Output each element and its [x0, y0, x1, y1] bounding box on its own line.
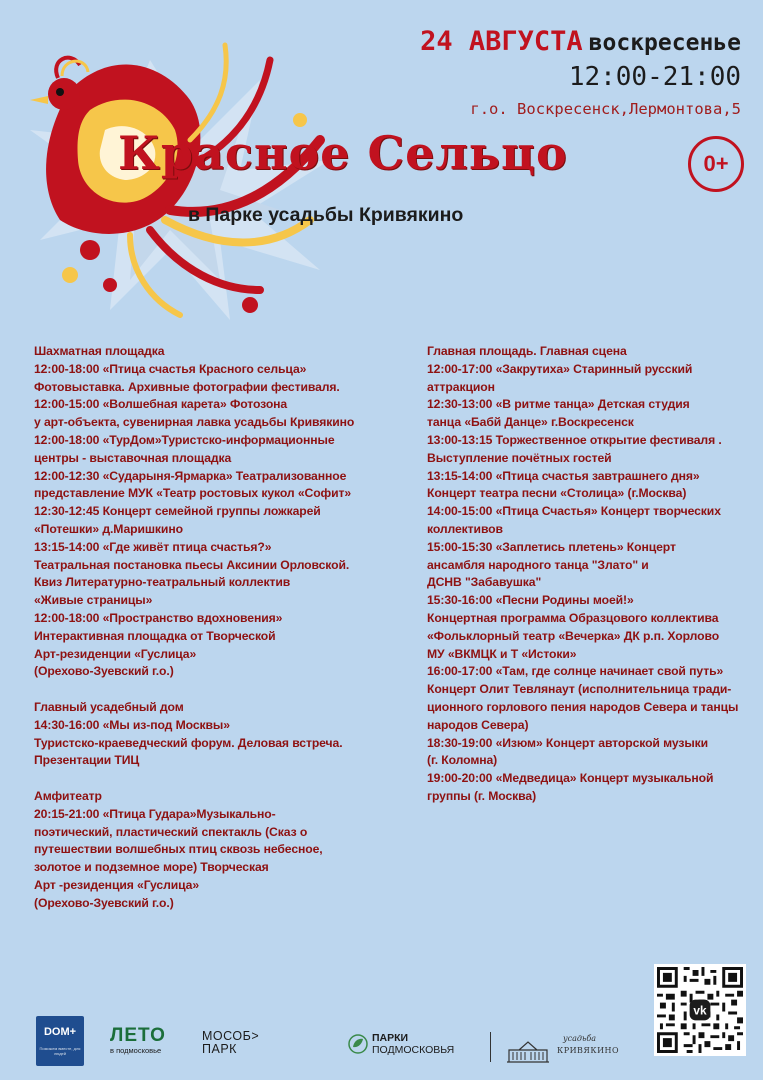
event-time: 12:00-21:00	[568, 62, 741, 92]
leto-logo-tagline: в подмосковье	[110, 1046, 162, 1055]
program-line: 12:00-18:00 «Птица счастья Красного сельца»	[34, 361, 307, 376]
program-line: 12:00-18:00 «Пространство вдохновения»	[34, 610, 283, 625]
program-line: народов Севера)	[427, 717, 529, 732]
program-line: 13:00-13:15 Торжественное открытие фестиваля .	[427, 432, 722, 447]
program-line: 12:00-12:30 «Сударыня-Ярмарка» Театрализованное	[34, 468, 347, 483]
dom-plus-logo	[36, 1016, 84, 1066]
program-line: «Фольклорный театр «Вечерка» ДК р.п. Хорлово	[427, 628, 720, 643]
program-section-amphitheater	[34, 788, 379, 913]
program-line: 12:00-15:00 «Волшебная карета» Фотозона	[34, 397, 288, 412]
program-line: 12:00-18:00 «ТурДом»Туристско-информационные	[34, 432, 335, 447]
program-line: 13:15-14:00 «Птица счастья завтрашнего дня»	[427, 468, 700, 483]
parki-podmoskovya-logo	[348, 1032, 454, 1056]
program-line: Концертная программа Образцового коллектива	[427, 610, 719, 625]
program-line: Концерт театра песни «Столица» (г.Москва)	[427, 486, 687, 501]
program-line: 12:30-12:45 Концерт семейной группы ложкарей	[34, 504, 321, 519]
program-line: Презентации ТИЦ	[34, 753, 140, 768]
manor-house-icon	[505, 1034, 551, 1064]
program-line: Фотовыставка. Архивные фотографии фестиваля.	[34, 379, 340, 394]
program-line: путешествии волшебных птиц сквозь небесное,	[34, 842, 323, 857]
program-line: группы (г. Москва)	[427, 788, 537, 803]
parki-line-1: ПАРКИ	[372, 1032, 409, 1044]
program-line: (г. Коломна)	[427, 753, 498, 768]
leaf-icon	[348, 1034, 368, 1054]
program-line: Театральная постановка пьесы Аксинии Орловской.	[34, 557, 350, 572]
program-section-chess-area	[34, 343, 379, 681]
age-rating-badge: 0+	[688, 136, 744, 192]
program-line: 12:00-17:00 «Закрутиха» Старинный русский	[427, 361, 693, 376]
program-line: золотое и подземное море) Творческая	[34, 860, 269, 875]
program-line: ДСНВ "Забавушка"	[427, 575, 542, 590]
program-line: Квиз Литературно-театральный коллектив	[34, 575, 291, 590]
program-line: коллективов	[427, 521, 503, 536]
program-left-column	[34, 343, 379, 930]
program-line: Арт-резиденции «Гуслица»	[34, 646, 197, 661]
dom-logo-text: DOM+	[43, 1026, 77, 1038]
program-line: (Орехово-Зуевский г.о.)	[34, 664, 174, 679]
section-heading: Шахматная площадка	[34, 344, 165, 358]
program-line: Концерт Олит Тевлянаут (исполнительница тради-	[427, 682, 732, 697]
program-line: танца «Бабй Данце» г.Воскресенск	[427, 415, 634, 430]
parki-line-2: ПОДМОСКОВЬЯ	[372, 1044, 455, 1056]
program-line: МУ «ВКМЦК и Т «Истоки»	[427, 646, 577, 661]
festival-subtitle: в Парке усадьбы Кривякино	[188, 204, 464, 226]
program-right-column	[427, 343, 747, 824]
program-line: «Живые страницы»	[34, 593, 153, 608]
krivyakino-name: КРИВЯКИНО	[557, 1046, 620, 1055]
mosob-line-2: ПАРК	[202, 1042, 237, 1056]
program-section-main-house	[34, 699, 379, 770]
program-line: (Орехово-Зуевский г.о.)	[34, 895, 174, 910]
mosob-line-1: МОСОБ>	[202, 1029, 260, 1043]
krivyakino-script: усадьба	[563, 1034, 596, 1043]
program-line: 14:00-15:00 «Птица Счастья» Концерт творческих	[427, 504, 721, 519]
section-heading: Амфитеатр	[34, 788, 102, 803]
date-text: 24 АВГУСТА	[420, 26, 583, 57]
logo-divider	[490, 1032, 491, 1062]
program-line: ансамбля народного танца "Злато" и	[427, 557, 649, 572]
svg-text:vk: vk	[693, 1003, 707, 1018]
krivyakino-logo	[505, 1028, 620, 1068]
dom-logo-tagline: Поможем вместе, для людей	[39, 1046, 81, 1056]
program-line: Туристско-краеведческий форум. Деловая встреча.	[34, 735, 343, 750]
program-line: 14:30-16:00 «Мы из-под Москвы»	[34, 717, 230, 732]
weekday-text: воскресенье	[588, 30, 741, 56]
program-section-main-stage	[427, 343, 747, 806]
mosoblpark-logo	[202, 1030, 259, 1056]
leto-logo-text: ЛЕТО	[110, 1025, 166, 1046]
program-line: представление МУК «Театр ростовых кукол «Софит»	[34, 486, 352, 501]
program-line: у арт-объекта, сувенирная лавка усадьбы Кривякино	[34, 415, 355, 430]
program-line: аттракцион	[427, 379, 495, 394]
event-date	[420, 26, 741, 57]
festival-title: Красное Сельцо	[118, 126, 568, 180]
partner-logos	[0, 1010, 763, 1080]
section-heading: Главный усадебный дом	[34, 699, 184, 714]
program-line: 19:00-20:00 «Медведица» Концерт музыкальной	[427, 771, 714, 786]
program-line: 20:15-21:00 «Птица Гудара»Музыкально-	[34, 806, 276, 821]
program-line: центры - выставочная площадка	[34, 450, 232, 465]
program-line: 13:15-14:00 «Где живёт птица счастья?»	[34, 539, 272, 554]
program-line: 15:00-15:30 «Заплетись плетень» Концерт	[427, 539, 676, 554]
program-line: «Потешки» д.Маришкино	[34, 521, 183, 536]
program-line: 18:30-19:00 «Изюм» Концерт авторской музыки	[427, 735, 709, 750]
program-line: 15:30-16:00 «Песни Родины моей!»	[427, 593, 634, 608]
program-line: Интерактивная площадка от Творческой	[34, 628, 276, 643]
section-heading: Главная площадь. Главная сцена	[427, 344, 627, 358]
program-line: Выступление почётных гостей	[427, 450, 612, 465]
program-line: 12:30-13:00 «В ритме танца» Детская студия	[427, 397, 690, 412]
program-line: ционного горлового пения народов Севера и танцы	[427, 699, 739, 714]
program-line: поэтический, пластический спектакль (Сказ о	[34, 824, 308, 839]
event-address: г.о. Воскресенск,Лермонтова,5	[470, 100, 741, 118]
program-line: Арт -резиденция «Гуслица»	[34, 877, 200, 892]
program-line: 16:00-17:00 «Там, где солнце начинает свой путь»	[427, 664, 724, 679]
leto-logo	[110, 1026, 166, 1055]
